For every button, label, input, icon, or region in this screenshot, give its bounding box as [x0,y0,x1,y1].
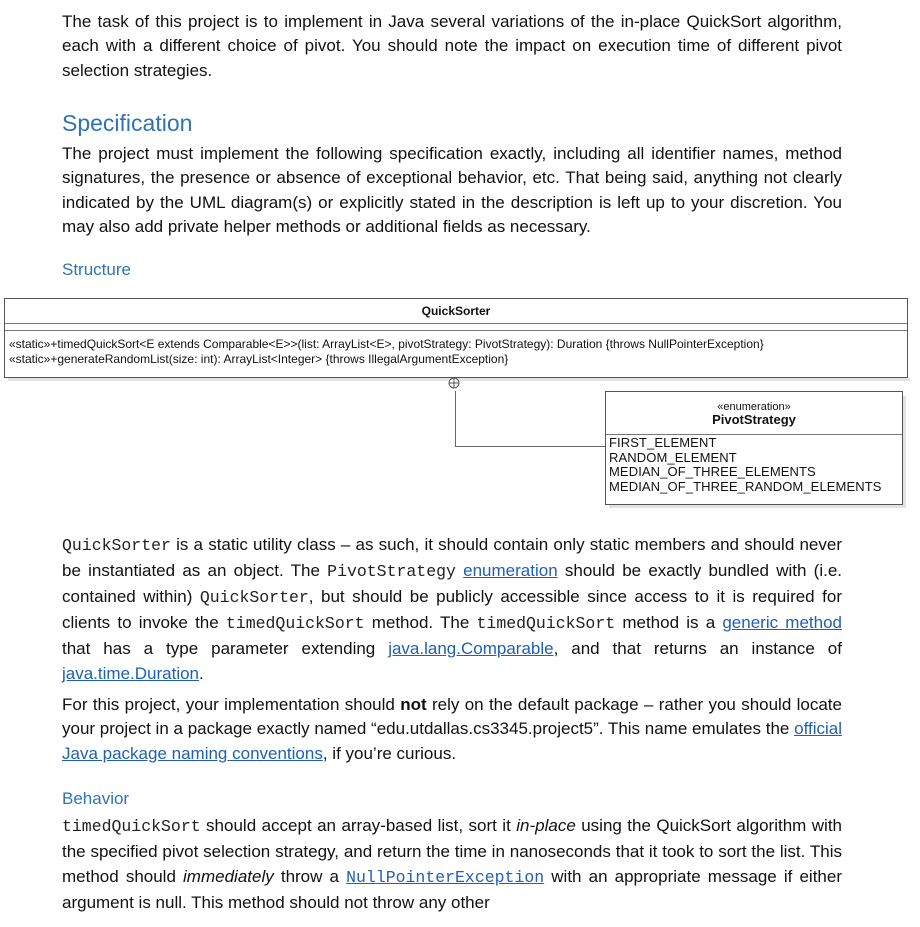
specification-heading: Specification [62,110,193,136]
text: , but should be publicly accessible since access to it is required for clients to invoke the [62,587,842,632]
code-timedquicksort: timedQuickSort [225,614,365,633]
code-quicksorter: QuickSorter [199,588,309,607]
intro-paragraph: The task of this project is to implement in Java several variations of the in-place QuickSort algorithm, each with a different choice of pivot. You should note the impact on execution time of different pivot selection strategies. [62,12,842,80]
link-java-time-duration[interactable]: java.time.Duration [62,664,200,683]
code-quicksorter: QuickSorter [62,536,171,555]
text: . [199,664,204,683]
operation-generate-random-list: «static»+generateRandomList(size: int): ArrayList<Integer> {throws IllegalArgumentException} [9,352,509,366]
code-pivotstrategy: PivotStrategy [327,562,456,581]
text: is a static utility class – as such, it should contain only static members and should never be instantiated as an object. The [62,535,842,580]
enum-name: PivotStrategy [712,412,796,427]
text: For this project, your implementation should [62,695,401,714]
link-generic-method[interactable]: generic method [722,613,842,632]
class-divider [5,330,907,331]
enum-literal: MEDIAN_OF_THREE_ELEMENTS [609,464,816,479]
text: , and that returns an instance of [553,639,842,658]
class-operations [9,337,764,367]
specification-paragraph: The project must implement the following specification exactly, including all identifier names, method signatures, the presence or absence of exceptional behavior, etc. That being said, anything not clearly indicated by the UML diagram(s) or explicitly stated in the description is left up to your discretion. You may also add private helper methods or additional fields as necessary. [62,144,842,237]
text: should accept an array-based list, sort it [200,816,517,835]
text: , if you’re curious. [322,743,457,763]
italic-in-place: in-place [516,816,576,835]
quicksorter-class-box [4,298,908,378]
text: that has a type parameter extending [62,639,389,658]
enum-literals [609,436,882,494]
text: method. The [364,613,477,632]
pivotstrategy-enum-box [605,391,903,505]
enum-stereotype: «enumeration» [717,401,791,413]
enum-literal: FIRST_ELEMENT [609,435,717,450]
text: using the QuickSort algorithm with the specified pivot selection strategy, and return the time in nanoseconds that it took to sort the list. This method should [62,816,842,886]
bold-not: not [400,695,427,714]
code-timedquicksort: timedQuickSort [476,614,616,633]
behavior-heading: Behavior [62,789,130,808]
link-nullpointerexception[interactable]: NullPointerException [346,868,545,887]
quicksorter-paragraph [62,532,842,686]
link-enumeration[interactable]: enumeration [463,561,558,580]
link-package-naming-conventions[interactable]: official Java package naming conventions [62,719,842,763]
nesting-connector [455,391,456,447]
class-name: QuickSorter [421,304,491,318]
structure-heading: Structure [62,260,131,279]
text: rely on the default package – rather you should locate your project in a package exactly named “edu.utdallas.cs3345.project5”. This name emulates the [62,695,842,739]
text: method is a [615,613,723,632]
package-paragraph [62,693,842,766]
text: should be exactly bundled with (i.e. contained within) [62,561,843,606]
italic-immediately: immediately [183,867,274,886]
enum-literal: RANDOM_ELEMENT [609,449,737,465]
class-divider [5,323,907,324]
behavior-paragraph [62,813,842,915]
code-timedquicksort: timedQuickSort [62,817,201,836]
nesting-connector [455,446,605,447]
text: with an appropriate message if either argument is null. This method should not throw any other [62,867,842,912]
nesting-anchor-icon [448,377,460,389]
link-java-lang-comparable[interactable]: java.lang.Comparable [388,639,554,658]
operation-timed-quick-sort: «static»+timedQuickSort<E extends Comparable<E>>(list: ArrayList<E>, pivotStrategy: PivotStrategy): Duration {throws NullPointerException} [9,337,764,351]
enum-literal: MEDIAN_OF_THREE_RANDOM_ELEMENTS [609,478,882,494]
text: throw a [273,867,347,886]
